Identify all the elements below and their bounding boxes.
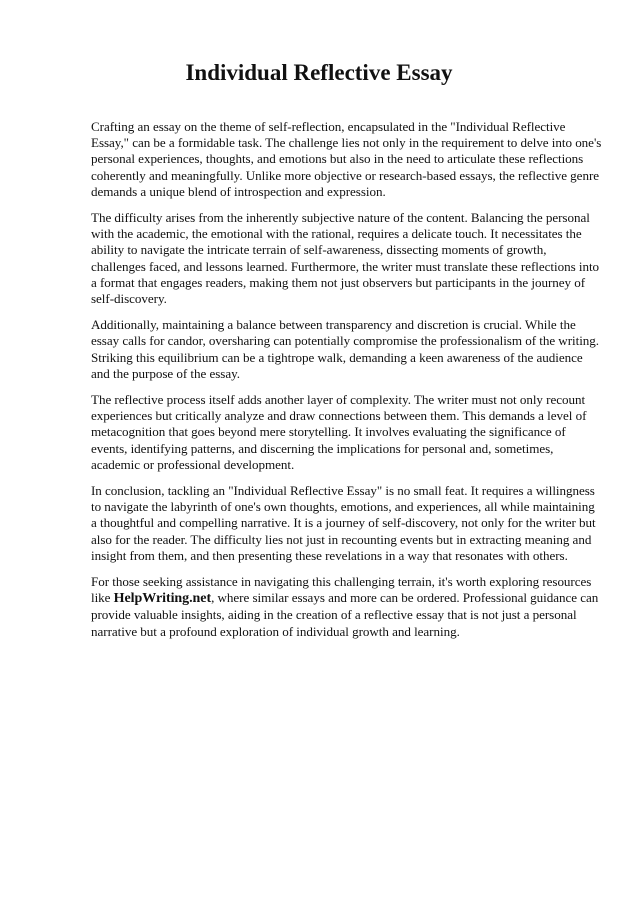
paragraph-2: The difficulty arises from the inherently subjective nature of the content. Balancing the personal with the academic, the emotional with the rational, requires a delicate touch. It necessitates the ability to navigate the intricate terrain of self-awareness, dissecting moments of growth, challenges faced, and lessons learned. Furthermore, the writer must translate these reflections into a format that engages readers, making them not just observers but participants in the journey of self-discovery.: [91, 210, 600, 307]
page-title: Individual Reflective Essay: [185, 60, 453, 85]
paragraph-6-lead-text: For those seeking assistance in navigating this challenging terrain, it's worth exploring resources like: [91, 574, 592, 606]
helpwriting-link[interactable]: HelpWriting.net: [113, 591, 212, 607]
paragraph-6: [91, 574, 603, 640]
essay-body: [91, 119, 603, 650]
paragraph-1: Crafting an essay on the theme of self-reflection, encapsulated in the "Individual Reflective Essay," can be a formidable task. The challenge lies not only in the requirement to delve into one's personal experiences, thoughts, and emotions but also in the need to articulate these reflections coherently and meaningfully. Unlike more objective or research-based essays, the reflective genre demands a unique blend of introspection and expression.: [91, 119, 602, 199]
paragraph-4: The reflective process itself adds another layer of complexity. The writer must not only recount experiences but critically analyze and draw connections between them. This demands a level of metacognition that goes beyond mere storytelling. It involves evaluating the significance of events, identifying patterns, and discerning the implications for personal and, sometimes, academic or professional development.: [91, 392, 587, 472]
paragraph-3: Additionally, maintaining a balance between transparency and discretion is crucial. While the essay calls for candor, oversharing can potentially compromise the professionalism of the writing. Striking this equilibrium can be a tightrope walk, demanding a keen awareness of the audience and the purpose of the essay.: [91, 317, 600, 381]
paragraph-6-tail-text: , where similar essays and more can be ordered. Professional guidance can provide valuable insights, aiding in the creation of a reflective essay that is not just a personal narrative but a profound exploration of individual growth and learning.: [91, 590, 599, 639]
paragraph-5: In conclusion, tackling an "Individual Reflective Essay" is no small feat. It requires a willingness to navigate the labyrinth of one's own thoughts, emotions, and experiences, all while maintaining a thoughtful and compelling narrative. It is a journey of self-discovery, not only for the writer but also for the reader. The difficulty lies not just in recounting events but in extracting meaning and insight from them, and then presenting these revelations in a way that resonates with others.: [91, 483, 596, 563]
